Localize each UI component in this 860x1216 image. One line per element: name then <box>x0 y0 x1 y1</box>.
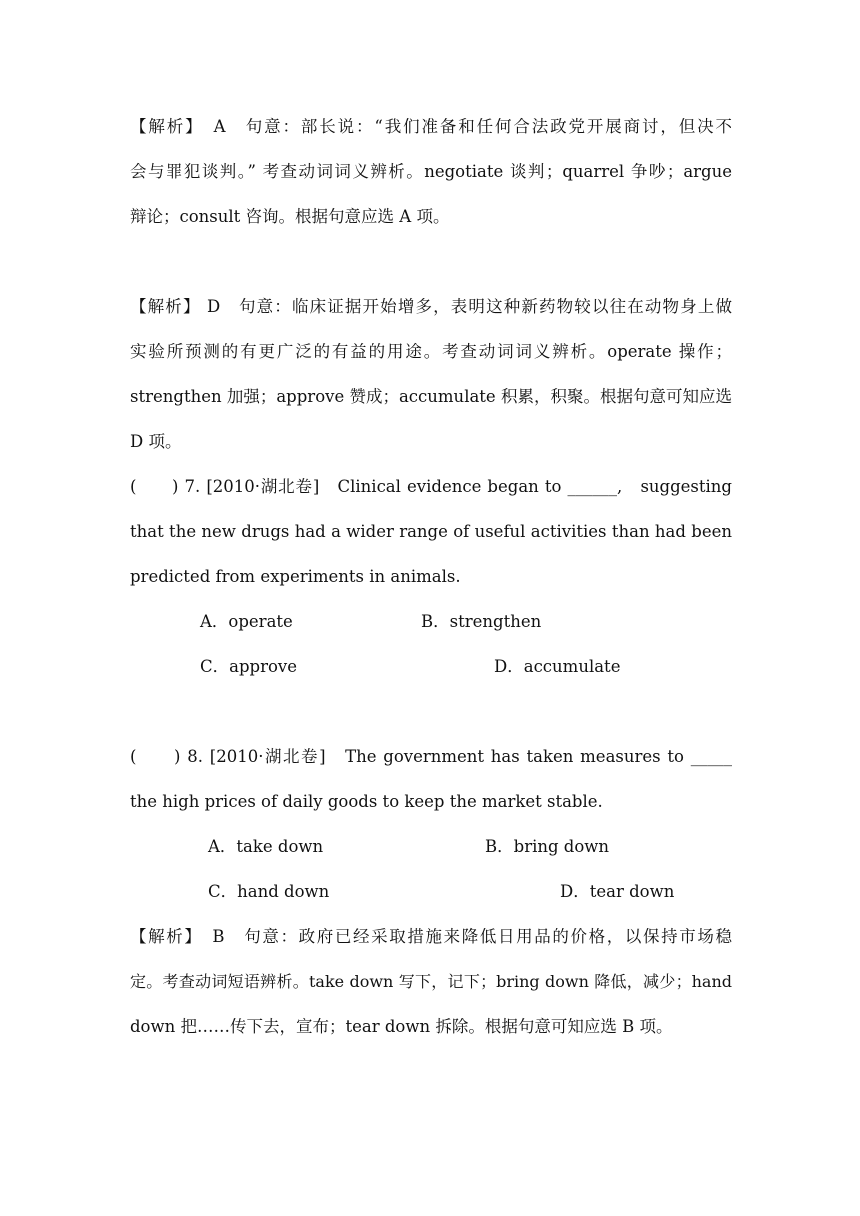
question-8-stem-line-1: ( ) 8. [2010·湖北卷] The government has taken measures to _____ <box>130 747 732 766</box>
question-8-option-b: B．bring down <box>485 837 610 856</box>
question-7-option-c: C．approve <box>200 657 297 676</box>
question-8-option-c: C．hand down <box>208 882 330 901</box>
analysis-6-line-2: 会与罪犯谈判。” 考查动词词义辨析。negotiate 谈判；quarrel 争吵；argue <box>130 162 732 181</box>
question-8-stem-line-2: the high prices of daily goods to keep the market stable. <box>130 792 603 811</box>
analysis-7-line-3: strengthen 加强；approve 赞成；accumulate 积累，积聚。根据句意可知应选 <box>130 387 732 406</box>
analysis-6-line-3: 辩论；consult 咨询。根据句意应选 A 项。 <box>130 207 450 226</box>
analysis-8-line-2: 定。考查动词短语辨析。take down 写下，记下；bring down 降低，减少；hand <box>130 972 732 991</box>
analysis-6-line-1: 【解析】 A 句意：部长说：“我们准备和任何合法政党开展商讨，但决不 <box>130 117 732 136</box>
analysis-8-line-3: down 把……传下去，宣布；tear down 拆除。根据句意可知应选 B 项。 <box>130 1017 673 1036</box>
question-7-option-a: A．operate <box>200 612 293 631</box>
question-7-option-b: B．strengthen <box>421 612 542 631</box>
question-8-option-d: D．tear down <box>560 882 675 901</box>
question-8-option-a: A．take down <box>208 837 324 856</box>
question-7-option-d: D．accumulate <box>494 657 621 676</box>
analysis-7-line-4: D 项。 <box>130 432 182 451</box>
analysis-7-line-2: 实验所预测的有更广泛的有益的用途。考查动词词义辨析。operate 操作； <box>130 342 732 361</box>
question-7-stem-line-2: that the new drugs had a wider range of useful activities than had been <box>130 522 732 541</box>
question-7-stem-line-1: ( ) 7. [2010·湖北卷] Clinical evidence began to ______, suggesting <box>130 477 732 496</box>
question-7-stem-line-3: predicted from experiments in animals. <box>130 567 461 586</box>
analysis-8-line-1: 【解析】 B 句意：政府已经采取措施来降低日用品的价格，以保持市场稳 <box>130 927 732 946</box>
analysis-7-line-1: 【解析】 D 句意：临床证据开始增多，表明这种新药物较以往在动物身上做 <box>130 297 732 316</box>
